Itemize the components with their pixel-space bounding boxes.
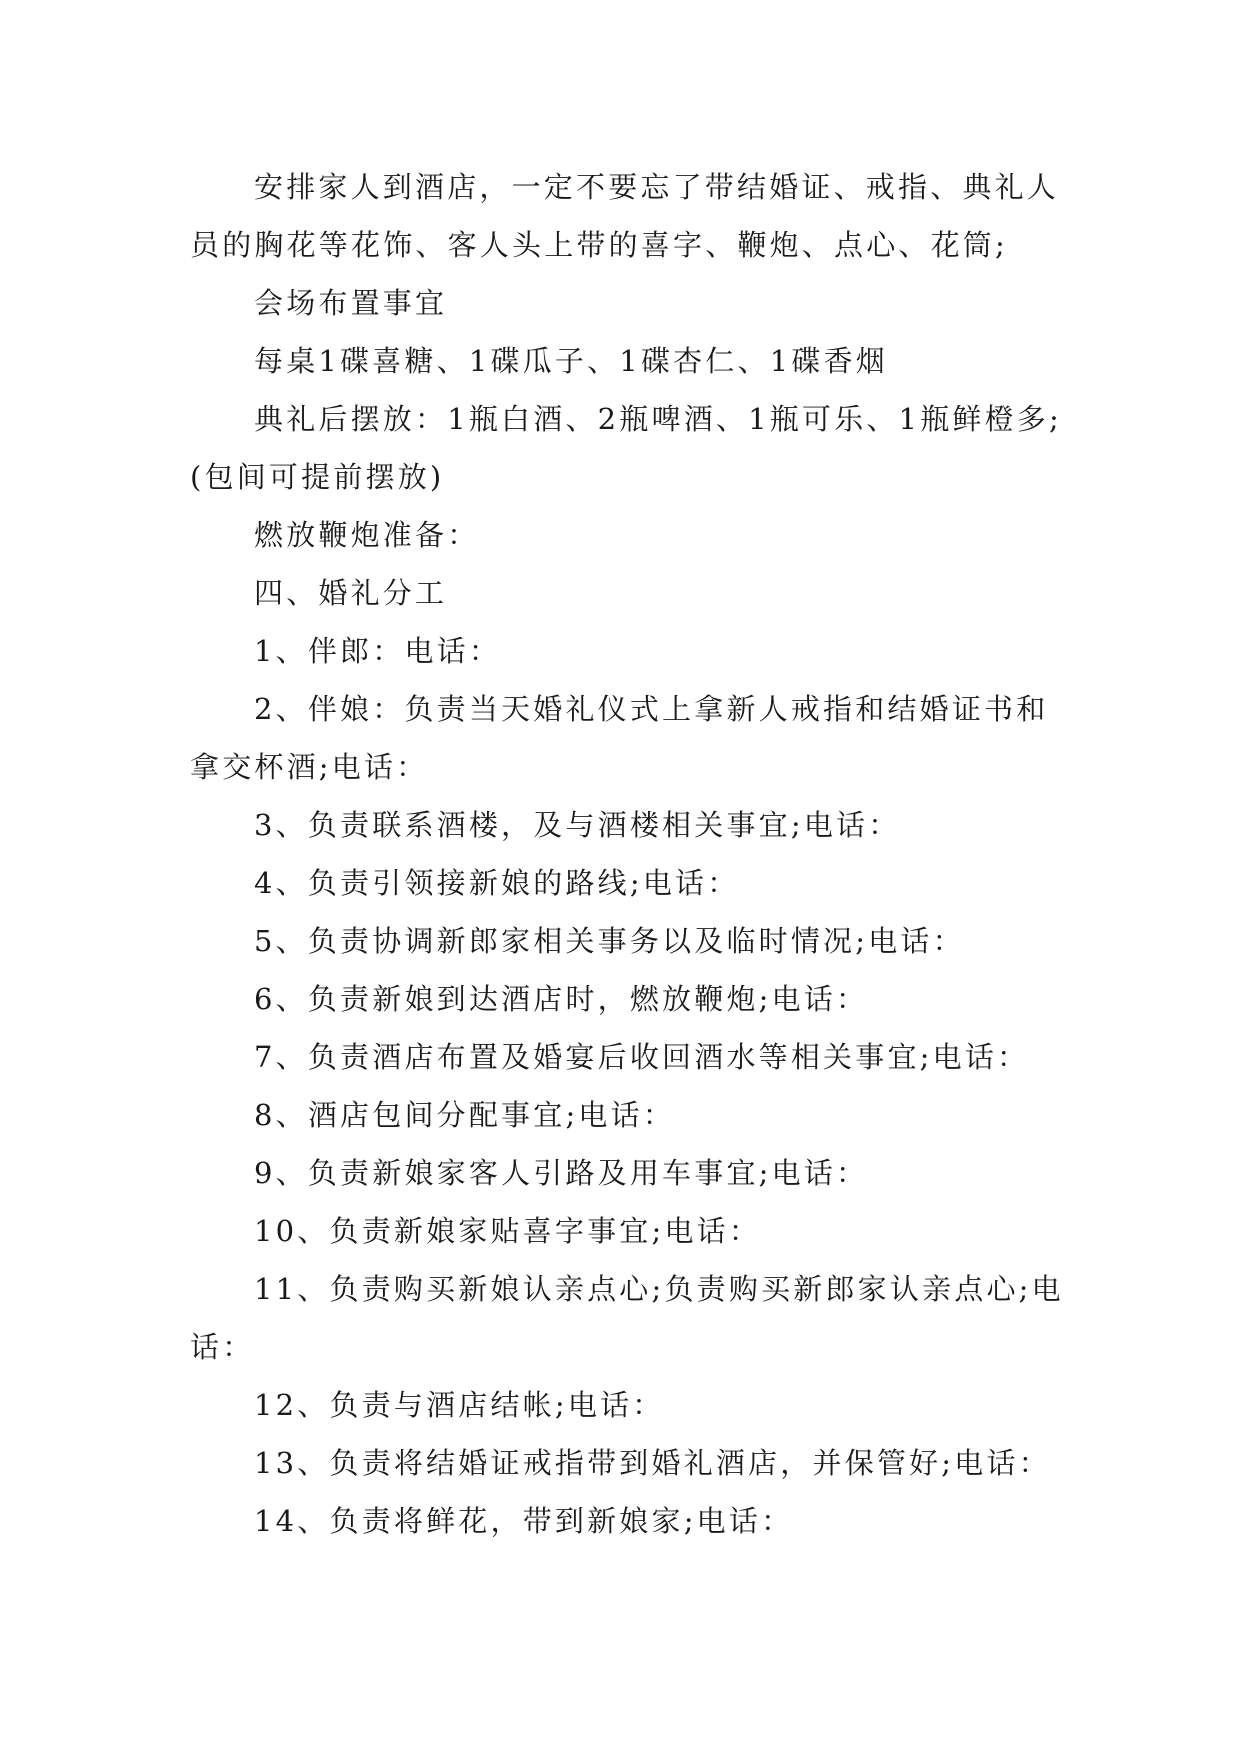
list-item: 10、负责新娘家贴喜字事宜;电话： bbox=[254, 1214, 762, 1248]
list-item: 7、负责酒店布置及婚宴后收回酒水等相关事宜;电话： bbox=[254, 1040, 1030, 1074]
list-item: 14、负责将鲜花，带到新娘家;电话： bbox=[254, 1504, 794, 1538]
section-heading: 四、婚礼分工 bbox=[254, 576, 448, 610]
list-item: 3、负责联系酒楼，及与酒楼相关事宜;电话： bbox=[254, 808, 901, 842]
list-item: 6、负责新娘到达酒店时，燃放鞭炮;电话： bbox=[254, 982, 869, 1016]
list-item: 8、酒店包间分配事宜;电话： bbox=[254, 1098, 676, 1132]
list-item: 5、负责协调新郎家相关事务以及临时情况;电话： bbox=[254, 924, 965, 958]
paragraph: 燃放鞭炮准备： bbox=[254, 518, 480, 552]
paragraph: 典礼后摆放：1瓶白酒、2瓶啤酒、1瓶可乐、1瓶鲜橙多;(包间可提前摆放) bbox=[190, 402, 1062, 494]
list-item: 4、负责引领接新娘的路线;电话： bbox=[254, 866, 740, 900]
paragraph: 安排家人到酒店，一定不要忘了带结婚证、戒指、典礼人员的胸花等花饰、客人头上带的喜字、鞭炮、点心、花筒; bbox=[190, 170, 1060, 262]
list-item: 1、伴郎：电话： bbox=[254, 634, 502, 668]
list-item: 11、负责购买新娘认亲点心;负责购买新郎家认亲点心;电话： bbox=[190, 1272, 1064, 1364]
list-item: 12、负责与酒店结帐;电话： bbox=[254, 1388, 665, 1422]
list-item: 2、伴娘：负责当天婚礼仪式上拿新人戒指和结婚证书和拿交杯酒;电话： bbox=[190, 692, 1049, 784]
list-item: 13、负责将结婚证戒指带到婚礼酒店，并保管好;电话： bbox=[254, 1446, 1051, 1480]
document-body bbox=[190, 158, 1070, 1550]
paragraph: 每桌1碟喜糖、1碟瓜子、1碟杏仁、1碟香烟 bbox=[254, 344, 889, 378]
list-item: 9、负责新娘家客人引路及用车事宜;电话： bbox=[254, 1156, 869, 1190]
paragraph: 会场布置事宜 bbox=[254, 286, 448, 320]
